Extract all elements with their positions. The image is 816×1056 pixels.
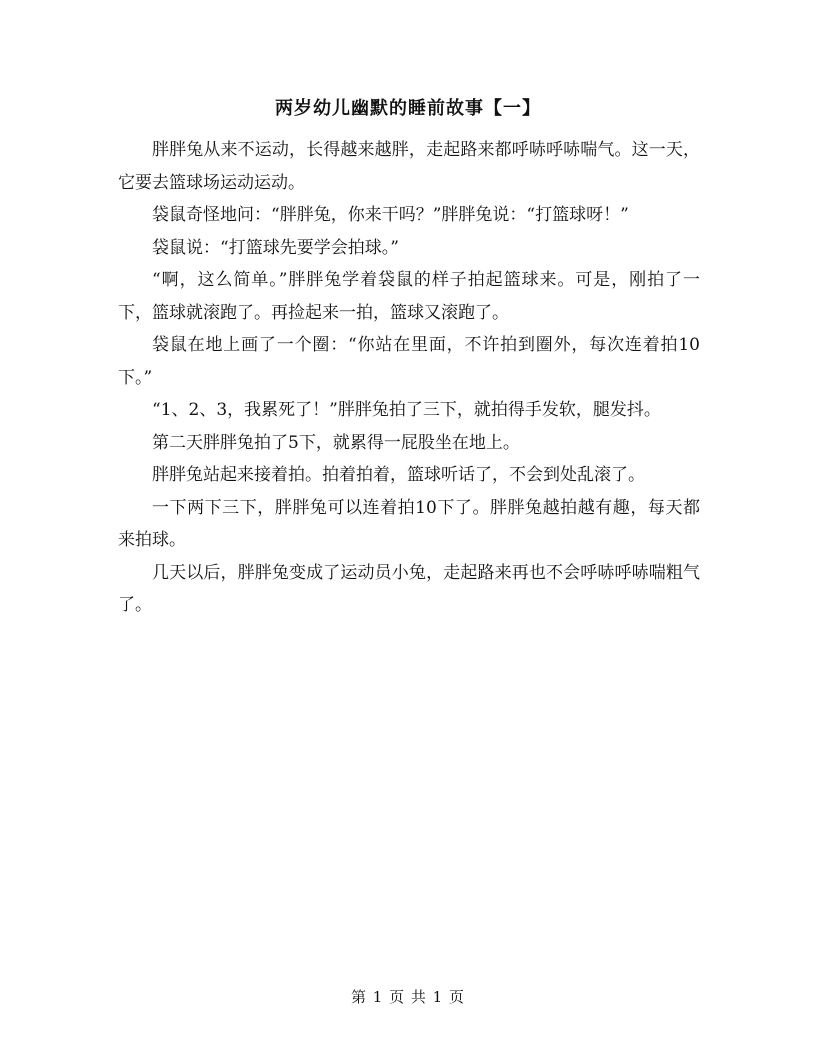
paragraph: 一下两下三下，胖胖兔可以连着拍10下了。胖胖兔越拍越有趣，每天都来拍球。 [118, 497, 700, 550]
paragraph: 胖胖兔从来不运动，长得越来越胖，走起路来都呼哧呼哧喘气。这一天，它要去篮球场运动运动。 [118, 140, 700, 193]
paragraph: 第二天胖胖兔拍了5下，就累得一屁股坐在地上。 [152, 432, 520, 453]
paragraph: “啊，这么简单。”胖胖兔学着袋鼠的样子拍起篮球来。可是，刚拍了一下，篮球就滚跑了。再捡起来一拍，篮球又滚跑了。 [118, 270, 700, 323]
paragraph: 几天以后，胖胖兔变成了运动员小兔，走起路来再也不会呼哧呼哧喘粗气了。 [118, 562, 700, 615]
paragraph: 胖胖兔站起来接着拍。拍着拍着，篮球听话了，不会到处乱滚了。 [152, 465, 645, 485]
story-body [118, 134, 700, 622]
paragraph: 袋鼠奇怪地问：“胖胖兔，你来干吗？”胖胖兔说：“打篮球呀！” [152, 205, 629, 225]
page-number-footer: 第 1 页 共 1 页 [351, 988, 465, 1006]
paragraph: 袋鼠说：“打篮球先要学会拍球。” [152, 237, 399, 258]
paragraph: “1、2、3，我累死了！”胖胖兔拍了三下，就拍得手发软，腿发抖。 [152, 400, 661, 420]
paragraph: 袋鼠在地上画了一个圈：“你站在里面，不许拍到圈外，每次连着拍10下。” [118, 335, 700, 388]
page-title: 两岁幼儿幽默的睡前故事【一】 [275, 98, 541, 119]
